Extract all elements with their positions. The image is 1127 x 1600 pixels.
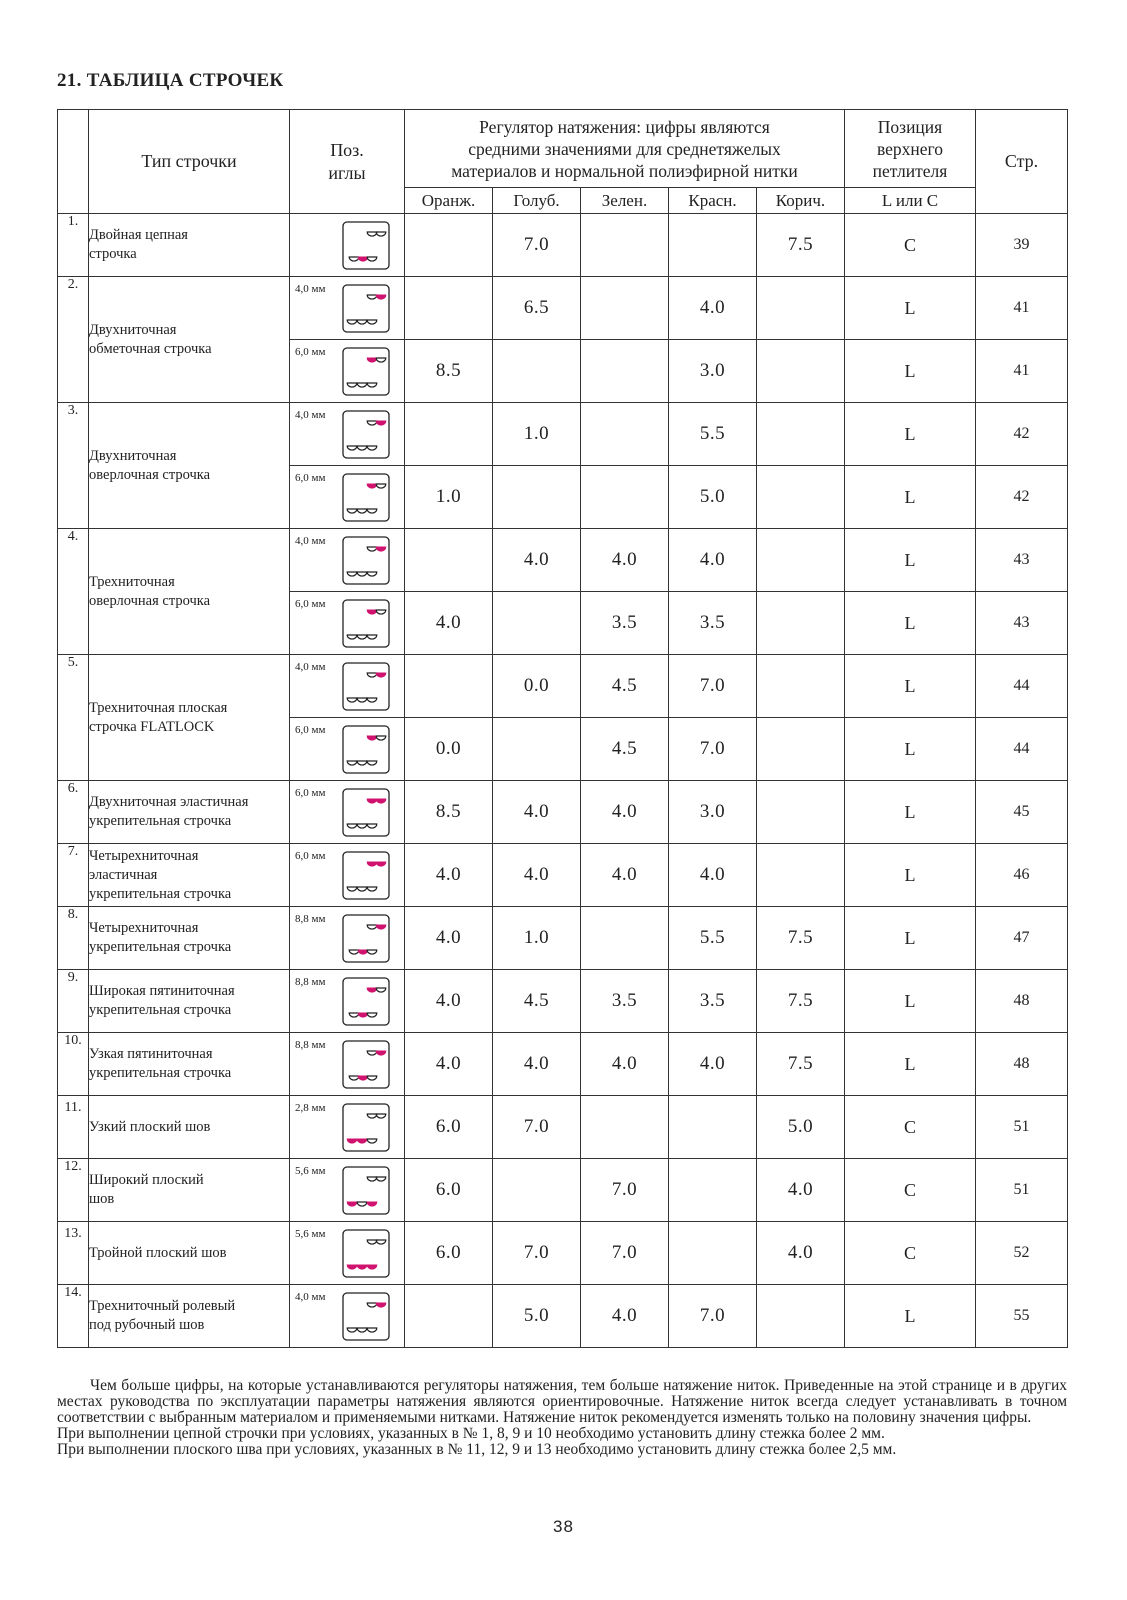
row-number: 6. [58,781,89,844]
tension-orange: 4.0 [405,844,493,907]
note-chain: При выполнении цепной строчки при условиях, указанных в № 1, 8, 9 и 10 необходимо установить длину стежка более 2 мм. [57,1425,885,1442]
row-number: 11. [58,1096,89,1159]
tension-orange: 4.0 [405,592,493,655]
page-ref: 45 [976,781,1068,844]
page-ref: 41 [976,277,1068,340]
tension-blue: 7.0 [493,214,581,277]
stitch-name: Узкая пятиниточная укрепительная строчка [89,1033,290,1096]
looper-position: L [845,1285,976,1348]
page-ref: 48 [976,970,1068,1033]
tension-brown [757,277,845,340]
tension-green: 3.5 [581,592,669,655]
tension-red: 4.0 [669,1033,757,1096]
tension-orange [405,403,493,466]
needle-distance: 6,0 мм [295,850,326,862]
table-row [58,1222,1068,1285]
header-lc: L или C [845,188,976,214]
tension-brown [757,655,845,718]
header-green: Зелен. [581,188,669,214]
stitch-name: Трехниточная оверлочная строчка [89,529,290,655]
tension-red: 3.5 [669,592,757,655]
needle-distance: 6,0 мм [295,598,326,610]
needle-distance: 8,8 мм [295,1039,326,1051]
stitch-name: Четырехниточная укрепительная строчка [89,907,290,970]
tension-green [581,214,669,277]
stitch-name: Тройной плоский шов [89,1222,290,1285]
page-ref: 52 [976,1222,1068,1285]
table-row [58,1285,1068,1348]
tension-blue: 4.5 [493,970,581,1033]
header-no [58,110,89,214]
page-ref: 46 [976,844,1068,907]
stitch-name: Широкий плоский шов [89,1159,290,1222]
tension-green: 7.0 [581,1222,669,1285]
stitch-table [57,109,1068,1348]
tension-red: 5.5 [669,907,757,970]
looper-position: C [845,214,976,277]
tension-brown: 7.5 [757,970,845,1033]
needle-position [290,592,405,655]
looper-position: L [845,340,976,403]
page-ref: 39 [976,214,1068,277]
header-red: Красн. [669,188,757,214]
tension-blue: 4.0 [493,529,581,592]
stitch-name: Двухниточная обметочная строчка [89,277,290,403]
needle-position [290,214,405,277]
tension-red [669,1096,757,1159]
tension-blue [493,466,581,529]
looper-position: L [845,529,976,592]
tension-green: 4.0 [581,781,669,844]
row-number: 10. [58,1033,89,1096]
tension-brown: 5.0 [757,1096,845,1159]
tension-brown [757,592,845,655]
tension-red: 4.0 [669,844,757,907]
tension-orange: 4.0 [405,907,493,970]
needle-distance: 4,0 мм [295,283,326,295]
needle-distance: 8,8 мм [295,976,326,988]
page-ref: 44 [976,655,1068,718]
tension-brown: 4.0 [757,1159,845,1222]
needle-position [290,1096,405,1159]
tension-blue: 4.0 [493,844,581,907]
tension-orange [405,277,493,340]
tension-green [581,340,669,403]
tension-green: 7.0 [581,1159,669,1222]
stitch-name: Двойная цепная строчка [89,214,290,277]
tension-blue [493,592,581,655]
needle-position [290,403,405,466]
tension-red: 3.5 [669,970,757,1033]
header-blue: Голуб. [493,188,581,214]
page-ref: 43 [976,592,1068,655]
needle-distance: 6,0 мм [295,787,326,799]
header-tension: Регулятор натяжения: цифры являются средними значениями для среднетяжелых материалов и нормальной полиэфирной нитки [405,110,845,188]
needle-position [290,718,405,781]
tension-brown [757,466,845,529]
tension-orange [405,214,493,277]
tension-blue: 4.0 [493,1033,581,1096]
tension-red: 5.5 [669,403,757,466]
page-ref: 43 [976,529,1068,592]
needle-distance: 8,8 мм [295,913,326,925]
table-row [58,1159,1068,1222]
tension-orange: 4.0 [405,970,493,1033]
row-number: 5. [58,655,89,781]
looper-position: L [845,592,976,655]
looper-position: L [845,655,976,718]
table-row [58,781,1068,844]
header-looper: Позиция верхнего петлителя [845,110,976,188]
needle-position [290,844,405,907]
table-row [58,1033,1068,1096]
table-row [58,655,1068,718]
row-number: 1. [58,214,89,277]
tension-blue: 1.0 [493,907,581,970]
needle-position [290,466,405,529]
header-needle: Поз. иглы [290,110,405,214]
tension-green [581,277,669,340]
page-title: 21. ТАБЛИЦА СТРОЧЕК [57,70,284,91]
tension-green [581,403,669,466]
tension-brown [757,1285,845,1348]
row-number: 2. [58,277,89,403]
tension-orange: 4.0 [405,1033,493,1096]
needle-distance: 4,0 мм [295,1291,326,1303]
page-ref: 47 [976,907,1068,970]
note-tension: Чем больше цифры, на которые устанавливаются регуляторы натяжения, тем больше натяжение ниток. Приведенные на этой странице и в других местах руководства по эксплуатации параметры натяжения являются ориентировочные. Натяжение ниток всегда следует устанавливать в точном соответствии с выбранным материалом и применяемыми нитками. Натяжение ниток рекомендуется изменять только на половину значения цифры. [57,1377,1067,1426]
tension-green: 3.5 [581,970,669,1033]
row-number: 8. [58,907,89,970]
tension-brown [757,781,845,844]
tension-blue: 7.0 [493,1222,581,1285]
needle-distance: 4,0 мм [295,535,326,547]
tension-brown: 4.0 [757,1222,845,1285]
table-row [58,214,1068,277]
needle-distance: 2,8 мм [295,1102,326,1114]
tension-red: 7.0 [669,655,757,718]
needle-position [290,1159,405,1222]
row-number: 12. [58,1159,89,1222]
needle-distance: 6,0 мм [295,346,326,358]
row-number: 3. [58,403,89,529]
tension-brown: 7.5 [757,1033,845,1096]
needle-position [290,1222,405,1285]
tension-orange [405,529,493,592]
page-ref: 51 [976,1096,1068,1159]
table-row [58,907,1068,970]
tension-red: 4.0 [669,277,757,340]
stitch-name: Двухниточная оверлочная строчка [89,403,290,529]
needle-position [290,781,405,844]
looper-position: L [845,1033,976,1096]
stitch-name: Двухниточная эластичная укрепительная строчка [89,781,290,844]
tension-brown: 7.5 [757,907,845,970]
tension-orange: 8.5 [405,340,493,403]
row-number: 7. [58,844,89,907]
stitch-name: Широкая пятиниточная укрепительная строчка [89,970,290,1033]
tension-green [581,907,669,970]
tension-blue: 4.0 [493,781,581,844]
needle-distance: 6,0 мм [295,472,326,484]
tension-green: 4.0 [581,1033,669,1096]
table-row [58,844,1068,907]
page-ref: 55 [976,1285,1068,1348]
tension-green: 4.0 [581,529,669,592]
stitch-name: Трехниточный ролевый под рубочный шов [89,1285,290,1348]
tension-blue: 5.0 [493,1285,581,1348]
tension-brown [757,403,845,466]
table-row [58,529,1068,592]
page-ref: 42 [976,466,1068,529]
tension-orange: 6.0 [405,1159,493,1222]
tension-green: 4.5 [581,718,669,781]
row-number: 14. [58,1285,89,1348]
looper-position: L [845,844,976,907]
tension-red: 3.0 [669,781,757,844]
tension-orange [405,1285,493,1348]
looper-position: C [845,1222,976,1285]
tension-blue: 7.0 [493,1096,581,1159]
notes [57,1378,1067,1458]
tension-orange: 8.5 [405,781,493,844]
header-orange: Оранж. [405,188,493,214]
stitch-name: Узкий плоский шов [89,1096,290,1159]
tension-brown [757,718,845,781]
tension-red: 7.0 [669,1285,757,1348]
page-ref: 48 [976,1033,1068,1096]
table-row [58,277,1068,340]
tension-green: 4.0 [581,1285,669,1348]
looper-position: L [845,277,976,340]
needle-distance: 4,0 мм [295,409,326,421]
row-number: 4. [58,529,89,655]
tension-brown [757,340,845,403]
needle-position [290,529,405,592]
needle-position [290,1033,405,1096]
note-cover: При выполнении плоского шва при условиях, указанных в № 11, 12, 9 и 13 необходимо установить длину стежка более 2,5 мм. [57,1441,897,1458]
tension-brown [757,844,845,907]
header-type: Тип строчки [89,110,290,214]
page-ref: 42 [976,403,1068,466]
tension-orange: 1.0 [405,466,493,529]
looper-position: C [845,1159,976,1222]
needle-position [290,970,405,1033]
tension-orange: 6.0 [405,1096,493,1159]
table-row [58,403,1068,466]
needle-position [290,277,405,340]
page-ref: 41 [976,340,1068,403]
header-brown: Корич. [757,188,845,214]
header-page: Стр. [976,110,1068,214]
looper-position: L [845,781,976,844]
tension-blue: 0.0 [493,655,581,718]
tension-orange: 6.0 [405,1222,493,1285]
row-number: 13. [58,1222,89,1285]
looper-position: L [845,907,976,970]
looper-position: C [845,1096,976,1159]
tension-brown [757,529,845,592]
needle-position [290,655,405,718]
needle-position [290,907,405,970]
needle-distance: 5,6 мм [295,1228,326,1240]
tension-red [669,1159,757,1222]
page-number: 38 [553,1517,574,1536]
tension-green: 4.0 [581,844,669,907]
tension-blue [493,1159,581,1222]
page-ref: 51 [976,1159,1068,1222]
tension-blue [493,340,581,403]
tension-red: 4.0 [669,529,757,592]
tension-red [669,1222,757,1285]
table-row [58,970,1068,1033]
looper-position: L [845,718,976,781]
table-row [58,1096,1068,1159]
tension-blue: 1.0 [493,403,581,466]
needle-position [290,340,405,403]
tension-brown: 7.5 [757,214,845,277]
tension-red [669,214,757,277]
page-ref: 44 [976,718,1068,781]
tension-green [581,1096,669,1159]
looper-position: L [845,466,976,529]
tension-red: 3.0 [669,340,757,403]
tension-red: 5.0 [669,466,757,529]
tension-red: 7.0 [669,718,757,781]
tension-green: 4.5 [581,655,669,718]
stitch-name: Трехниточная плоская строчка FLATLOCK [89,655,290,781]
looper-position: L [845,970,976,1033]
needle-position [290,1285,405,1348]
needle-distance: 4,0 мм [295,661,326,673]
tension-orange: 0.0 [405,718,493,781]
tension-orange [405,655,493,718]
looper-position: L [845,403,976,466]
row-number: 9. [58,970,89,1033]
tension-blue [493,718,581,781]
needle-distance: 6,0 мм [295,724,326,736]
tension-blue: 6.5 [493,277,581,340]
needle-distance: 5,6 мм [295,1165,326,1177]
stitch-name: Четырехниточная эластичная укрепительная строчка [89,844,290,907]
tension-green [581,466,669,529]
